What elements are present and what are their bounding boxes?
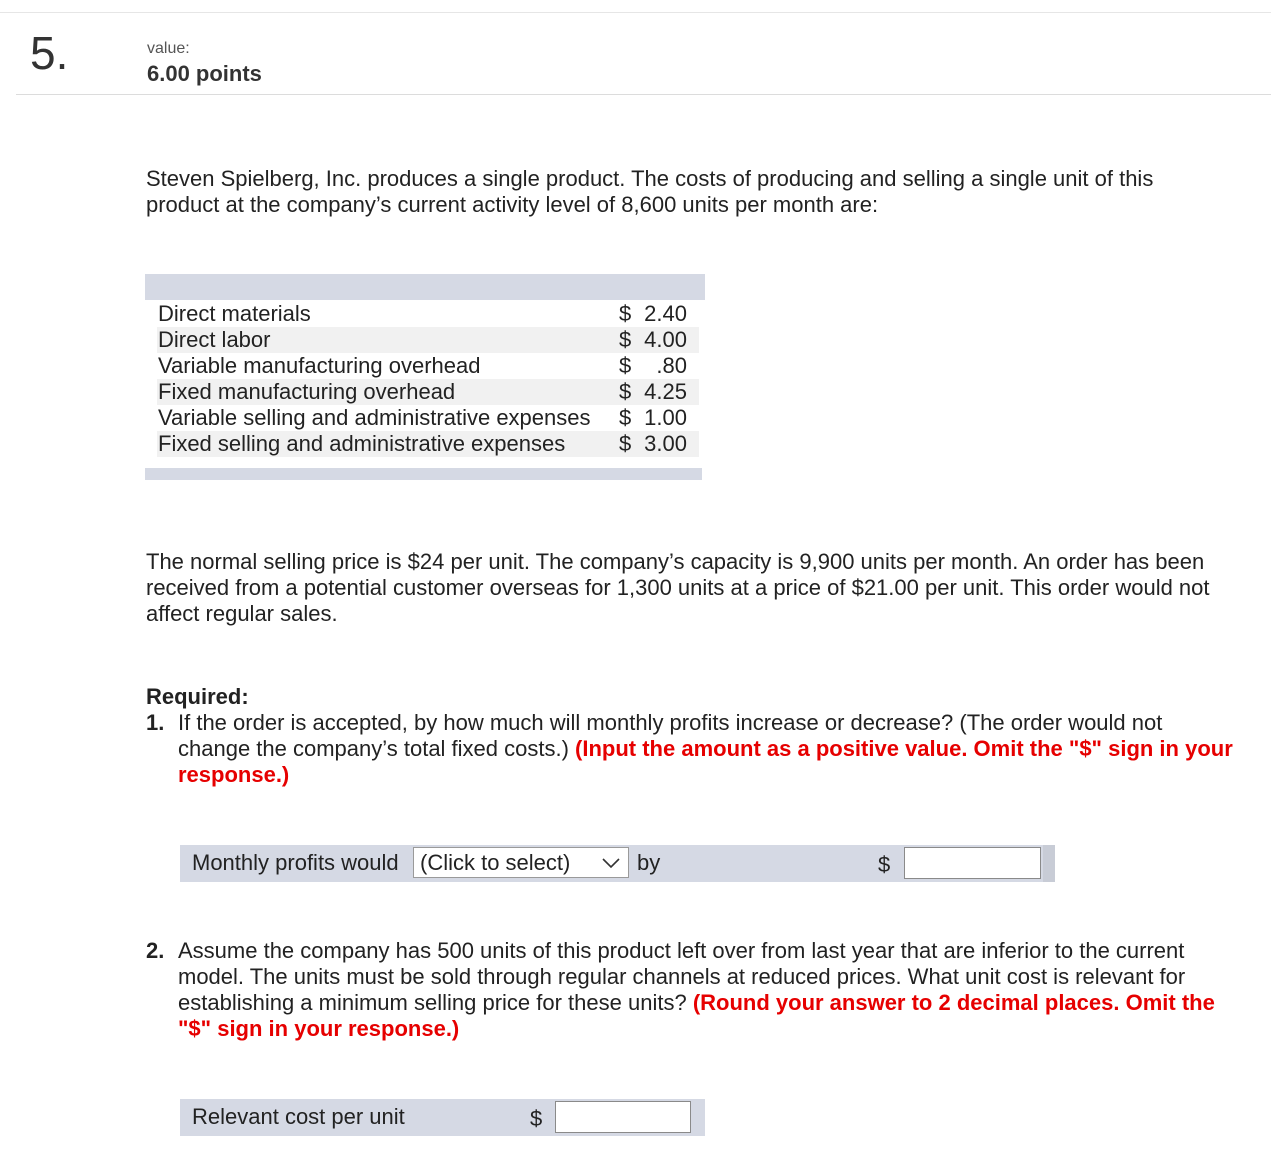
requirement-1 <box>146 710 1236 788</box>
cost-currency: $ <box>619 431 632 456</box>
points-value: 6.00 points <box>147 61 262 86</box>
requirement-number: 2. <box>146 938 165 963</box>
cost-rows <box>157 301 699 457</box>
cost-amount: 1.00 <box>644 405 687 430</box>
table-header-band <box>145 274 705 300</box>
cost-currency: $ <box>619 301 632 326</box>
monthly-profits-label: Monthly profits would <box>192 850 399 875</box>
currency-symbol: $ <box>878 852 891 877</box>
cost-label: Fixed selling and administrative expenses <box>158 431 566 456</box>
requirement-text-block <box>178 710 1236 788</box>
cost-amount: 4.00 <box>644 327 687 352</box>
cost-currency: $ <box>619 327 632 352</box>
question-number: 5. <box>30 27 69 79</box>
relevant-cost-input[interactable] <box>555 1101 691 1133</box>
cost-currency: $ <box>619 353 632 378</box>
select-value: (Click to select) <box>420 850 571 875</box>
value-label: value: <box>147 40 190 57</box>
cost-label: Variable manufacturing overhead <box>158 353 481 378</box>
cost-amount: 3.00 <box>644 431 687 456</box>
requirement-text: Assume the company has 500 units of this product left over from last year that are inferior to the current model. The units must be sold through regular channels at reduced prices. What unit cost is relevant for establishing a minimum selling price for these units? <box>178 938 1186 1015</box>
cost-row <box>157 379 699 405</box>
cost-row <box>157 353 699 379</box>
intro-paragraph: Steven Spielberg, Inc. produces a single product. The costs of producing and selling a single unit of this product at the company’s current activity level of 8,600 units per month are: <box>146 166 1154 217</box>
relevant-cost-label: Relevant cost per unit <box>192 1104 405 1129</box>
profit-amount-input[interactable] <box>904 847 1041 879</box>
currency-symbol: $ <box>530 1106 543 1131</box>
cost-table <box>145 274 705 456</box>
increase-decrease-select[interactable] <box>413 847 629 878</box>
requirement-number: 1. <box>146 710 165 735</box>
cost-row <box>157 431 699 457</box>
requirement-instruction: (Input the amount as a positive value. Omit the "$" sign in your response.) <box>178 736 1233 787</box>
cost-amount: 2.40 <box>644 301 687 326</box>
cost-label: Variable selling and administrative expenses <box>158 405 591 430</box>
cost-label: Fixed manufacturing overhead <box>158 379 456 404</box>
top-divider <box>0 12 1271 13</box>
cost-label: Direct labor <box>158 327 271 352</box>
table-footer-band <box>145 468 702 480</box>
cost-row <box>157 327 699 353</box>
chevron-down-icon <box>600 848 622 884</box>
cost-label: Direct materials <box>158 301 311 326</box>
cost-amount: 4.25 <box>644 379 687 404</box>
cost-currency: $ <box>619 379 632 404</box>
answer-row-1 <box>180 845 1055 882</box>
row-endcap <box>1043 845 1055 882</box>
cost-amount: .80 <box>656 353 687 378</box>
by-label: by <box>637 850 661 875</box>
answer-row-2 <box>180 1099 705 1136</box>
header-divider <box>16 94 1271 95</box>
scenario-paragraph: The normal selling price is $24 per unit. The company’s capacity is 9,900 units per month. An order has been received from a potential customer overseas for 1,300 units at a price of $21.00 per unit. This order would not affect regular sales. <box>146 549 1210 626</box>
cost-currency: $ <box>619 405 632 430</box>
requirement-instruction: (Round your answer to 2 decimal places. Omit the "$" sign in your response.) <box>178 990 1215 1041</box>
requirement-text: If the order is accepted, by how much will monthly profits increase or decrease? (The order would not change the company’s total fixed costs.) <box>178 710 1163 761</box>
cost-row <box>157 301 699 327</box>
required-heading: Required: <box>146 684 249 709</box>
requirement-2 <box>146 938 1236 1042</box>
cost-row <box>157 405 699 431</box>
requirement-text-block <box>178 938 1236 1042</box>
